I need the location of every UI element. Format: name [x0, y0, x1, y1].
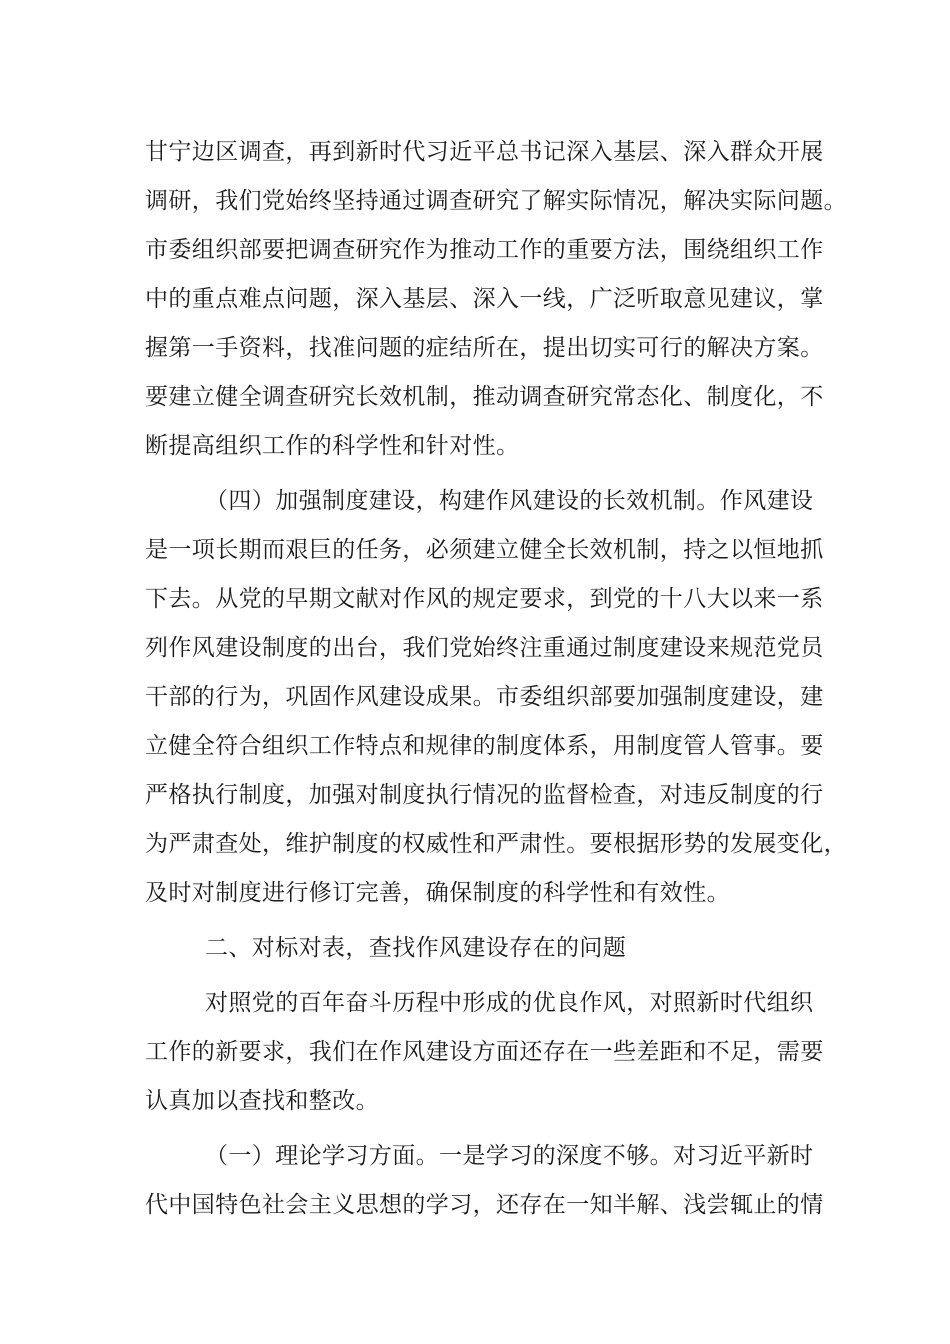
text-line: 及时对制度进行修订完善，确保制度的科学性和有效性。 [145, 880, 730, 906]
text-line: 断提高组织工作的科学性和针对性。 [145, 433, 520, 459]
paragraph-start: （一）理论学习方面。一是学习的深度不够。对习近平新时 [205, 1143, 814, 1169]
text-line: 是一项长期而艰巨的任务，必须建立健全长效机制，持之以恒地抓 [145, 537, 824, 563]
text-line: 干部的行为，巩固作风建设成果。市委组织部要加强制度建设，建 [145, 684, 824, 710]
text-line: 市委组织部要把调查研究作为推动工作的重要方法，围绕组织工作 [145, 237, 824, 263]
text-line: 立健全符合组织工作特点和规律的制度体系，用制度管人管事。要 [145, 733, 824, 759]
section-heading: 二、对标对表，查找作风建设存在的问题 [205, 935, 627, 961]
text-line: 为严肃查处，维护制度的权威性和严肃性。要根据形势的发展变化， [145, 831, 847, 857]
text-line: 甘宁边区调查，再到新时代习近平总书记深入基层、深入群众开展 [145, 139, 824, 165]
text-line: 握第一手资料，找准问题的症结所在，提出切实可行的解决方案。 [145, 335, 824, 361]
text-line: 认真加以查找和整改。 [145, 1088, 379, 1114]
text-line: 要建立健全调查研究长效机制，推动调查研究常态化、制度化，不 [145, 384, 824, 410]
paragraph-start: （四）加强制度建设，构建作风建设的长效机制。作风建设 [205, 488, 814, 514]
text-line: 代中国特色社会主义思想的学习，还存在一知半解、浅尝辄止的情 [145, 1192, 824, 1218]
text-line: 中的重点难点问题，深入基层、深入一线，广泛听取意见建议，掌 [145, 286, 824, 312]
text-line: 下去。从党的早期文献对作风的规定要求，到党的十八大以来一系 [145, 586, 824, 612]
text-line: 工作的新要求，我们在作风建设方面还存在一些差距和不足，需要 [145, 1039, 824, 1065]
text-line: 列作风建设制度的出台，我们党始终注重通过制度建设来规范党员 [145, 635, 824, 661]
text-line: 调研，我们党始终坚持通过调查研究了解实际情况，解决实际问题。 [145, 188, 847, 214]
text-line: 严格执行制度，加强对制度执行情况的监督检查，对违反制度的行 [145, 782, 824, 808]
paragraph-start: 对照党的百年奋斗历程中形成的优良作风，对照新时代组织 [205, 990, 814, 1016]
